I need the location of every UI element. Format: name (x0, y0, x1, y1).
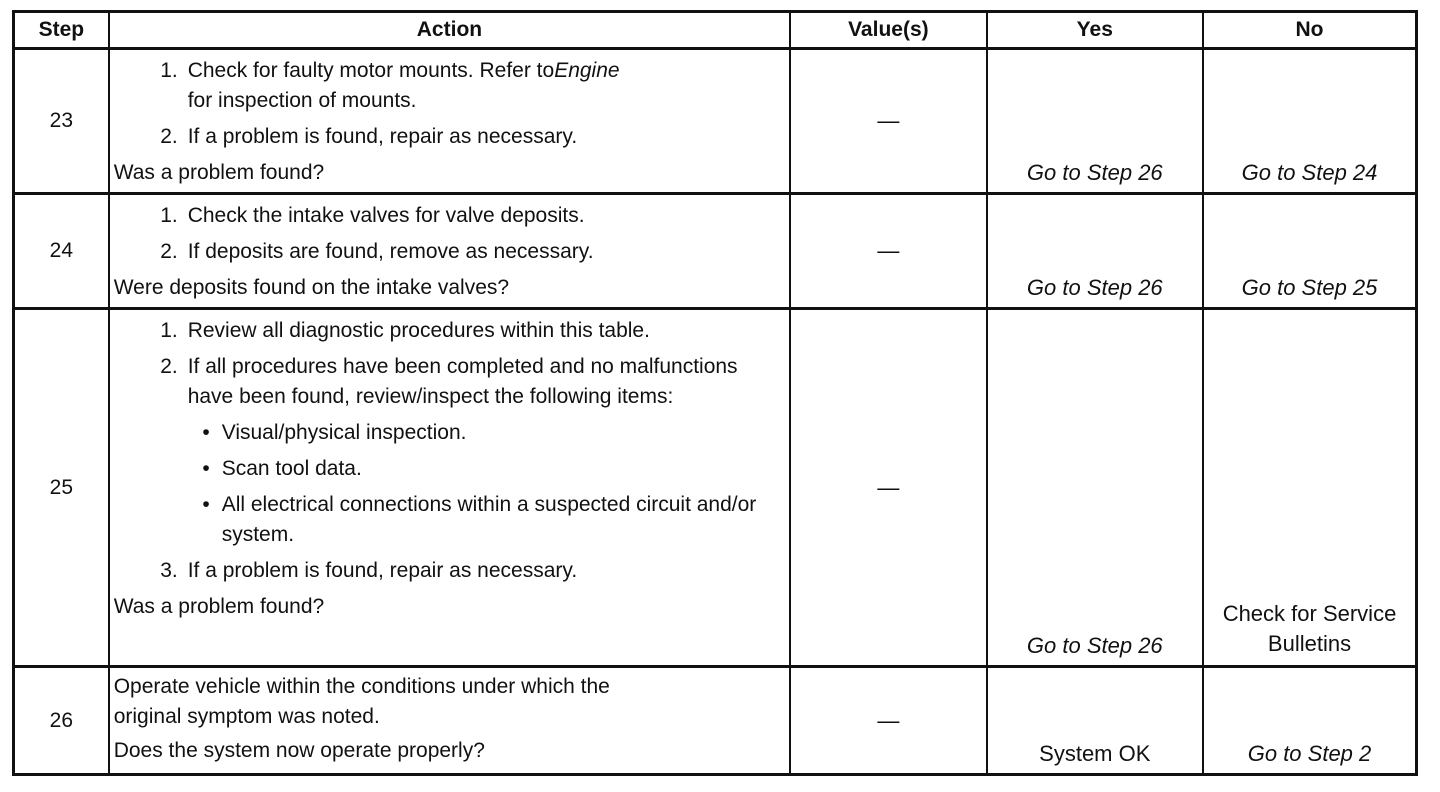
item-number: 2. (160, 240, 178, 263)
header-no: No (1203, 12, 1416, 49)
yes-result: Go to Step 26 (987, 49, 1203, 194)
item-number: 3. (160, 559, 178, 582)
list-item (114, 201, 783, 231)
header-action: Action (109, 12, 790, 49)
item-number: 1. (160, 319, 178, 342)
action-text (114, 672, 783, 732)
question-text: Was a problem found? (113, 595, 325, 618)
item-text: If a problem is found, repair as necessary. (187, 125, 578, 148)
bullet-text: All electrical connections within a suspected circuit and/or system. (221, 493, 757, 546)
list-item (114, 352, 783, 412)
header-yes: Yes (987, 12, 1203, 49)
no-result (1203, 309, 1416, 667)
item-text-continued: for inspection of mounts. (187, 89, 417, 112)
step-number: 24 (14, 194, 109, 309)
bullet-item (114, 418, 783, 448)
bullet-icon: • (202, 493, 210, 516)
item-number: 2. (160, 125, 178, 148)
no-result: Go to Step 2 (1203, 667, 1416, 775)
item-text: Review all diagnostic procedures within this table. (187, 319, 650, 342)
header-row (14, 12, 1417, 49)
step-number: 23 (14, 49, 109, 194)
question-text: Does the system now operate properly? (113, 739, 485, 762)
bullet-icon: • (202, 421, 210, 444)
item-text: If deposits are found, remove as necessary. (187, 240, 594, 263)
item-number: 1. (160, 204, 178, 227)
value-cell: — (790, 194, 986, 309)
table-row-step-25 (14, 309, 1417, 667)
bullet-item (114, 454, 783, 484)
list-item (114, 556, 783, 586)
yes-result: System OK (987, 667, 1203, 775)
header-step: Step (14, 12, 109, 49)
value-cell: — (790, 667, 986, 775)
no-result: Go to Step 25 (1203, 194, 1416, 309)
no-result: Go to Step 24 (1203, 49, 1416, 194)
item-number: 1. (160, 59, 178, 82)
value-cell: — (790, 309, 986, 667)
bullet-text: Scan tool data. (221, 457, 362, 480)
table-row-step-24 (14, 194, 1417, 309)
bullet-item (114, 490, 783, 550)
action-text-line1: Operate vehicle within the conditions under which the (113, 675, 610, 698)
bullet-text: Visual/physical inspection. (221, 421, 467, 444)
list-item (114, 122, 783, 152)
item-text: Check for faulty motor mounts. Refer to (187, 59, 555, 82)
value-cell: — (790, 49, 986, 194)
item-number: 2. (160, 355, 178, 378)
item-text: If all procedures have been completed and no malfunctions have been found, review/inspect the following items: (187, 355, 738, 408)
no-result-line1: Check for Service (1222, 601, 1397, 626)
action-cell (109, 49, 790, 194)
action-text-line2: original symptom was noted. (113, 705, 380, 728)
item-text: If a problem is found, repair as necessary. (187, 559, 578, 582)
bullet-icon: • (202, 457, 210, 480)
list-item (114, 56, 783, 116)
item-text: Check the intake valves for valve deposits. (187, 204, 585, 227)
engine-reference: Engine (554, 59, 620, 82)
yes-result: Go to Step 26 (987, 194, 1203, 309)
action-cell (109, 194, 790, 309)
action-cell (109, 309, 790, 667)
table-row-step-23 (14, 49, 1417, 194)
table-row-step-26 (14, 667, 1417, 775)
action-cell (109, 667, 790, 775)
question-text: Was a problem found? (113, 161, 325, 184)
question-text: Were deposits found on the intake valves? (113, 276, 510, 299)
yes-result: Go to Step 26 (987, 309, 1203, 667)
step-number: 25 (14, 309, 109, 667)
step-number: 26 (14, 667, 109, 775)
diagnostic-table (12, 10, 1418, 776)
no-result-line2: Bulletins (1267, 631, 1352, 656)
header-values: Value(s) (790, 12, 986, 49)
list-item (114, 237, 783, 267)
list-item (114, 316, 783, 346)
